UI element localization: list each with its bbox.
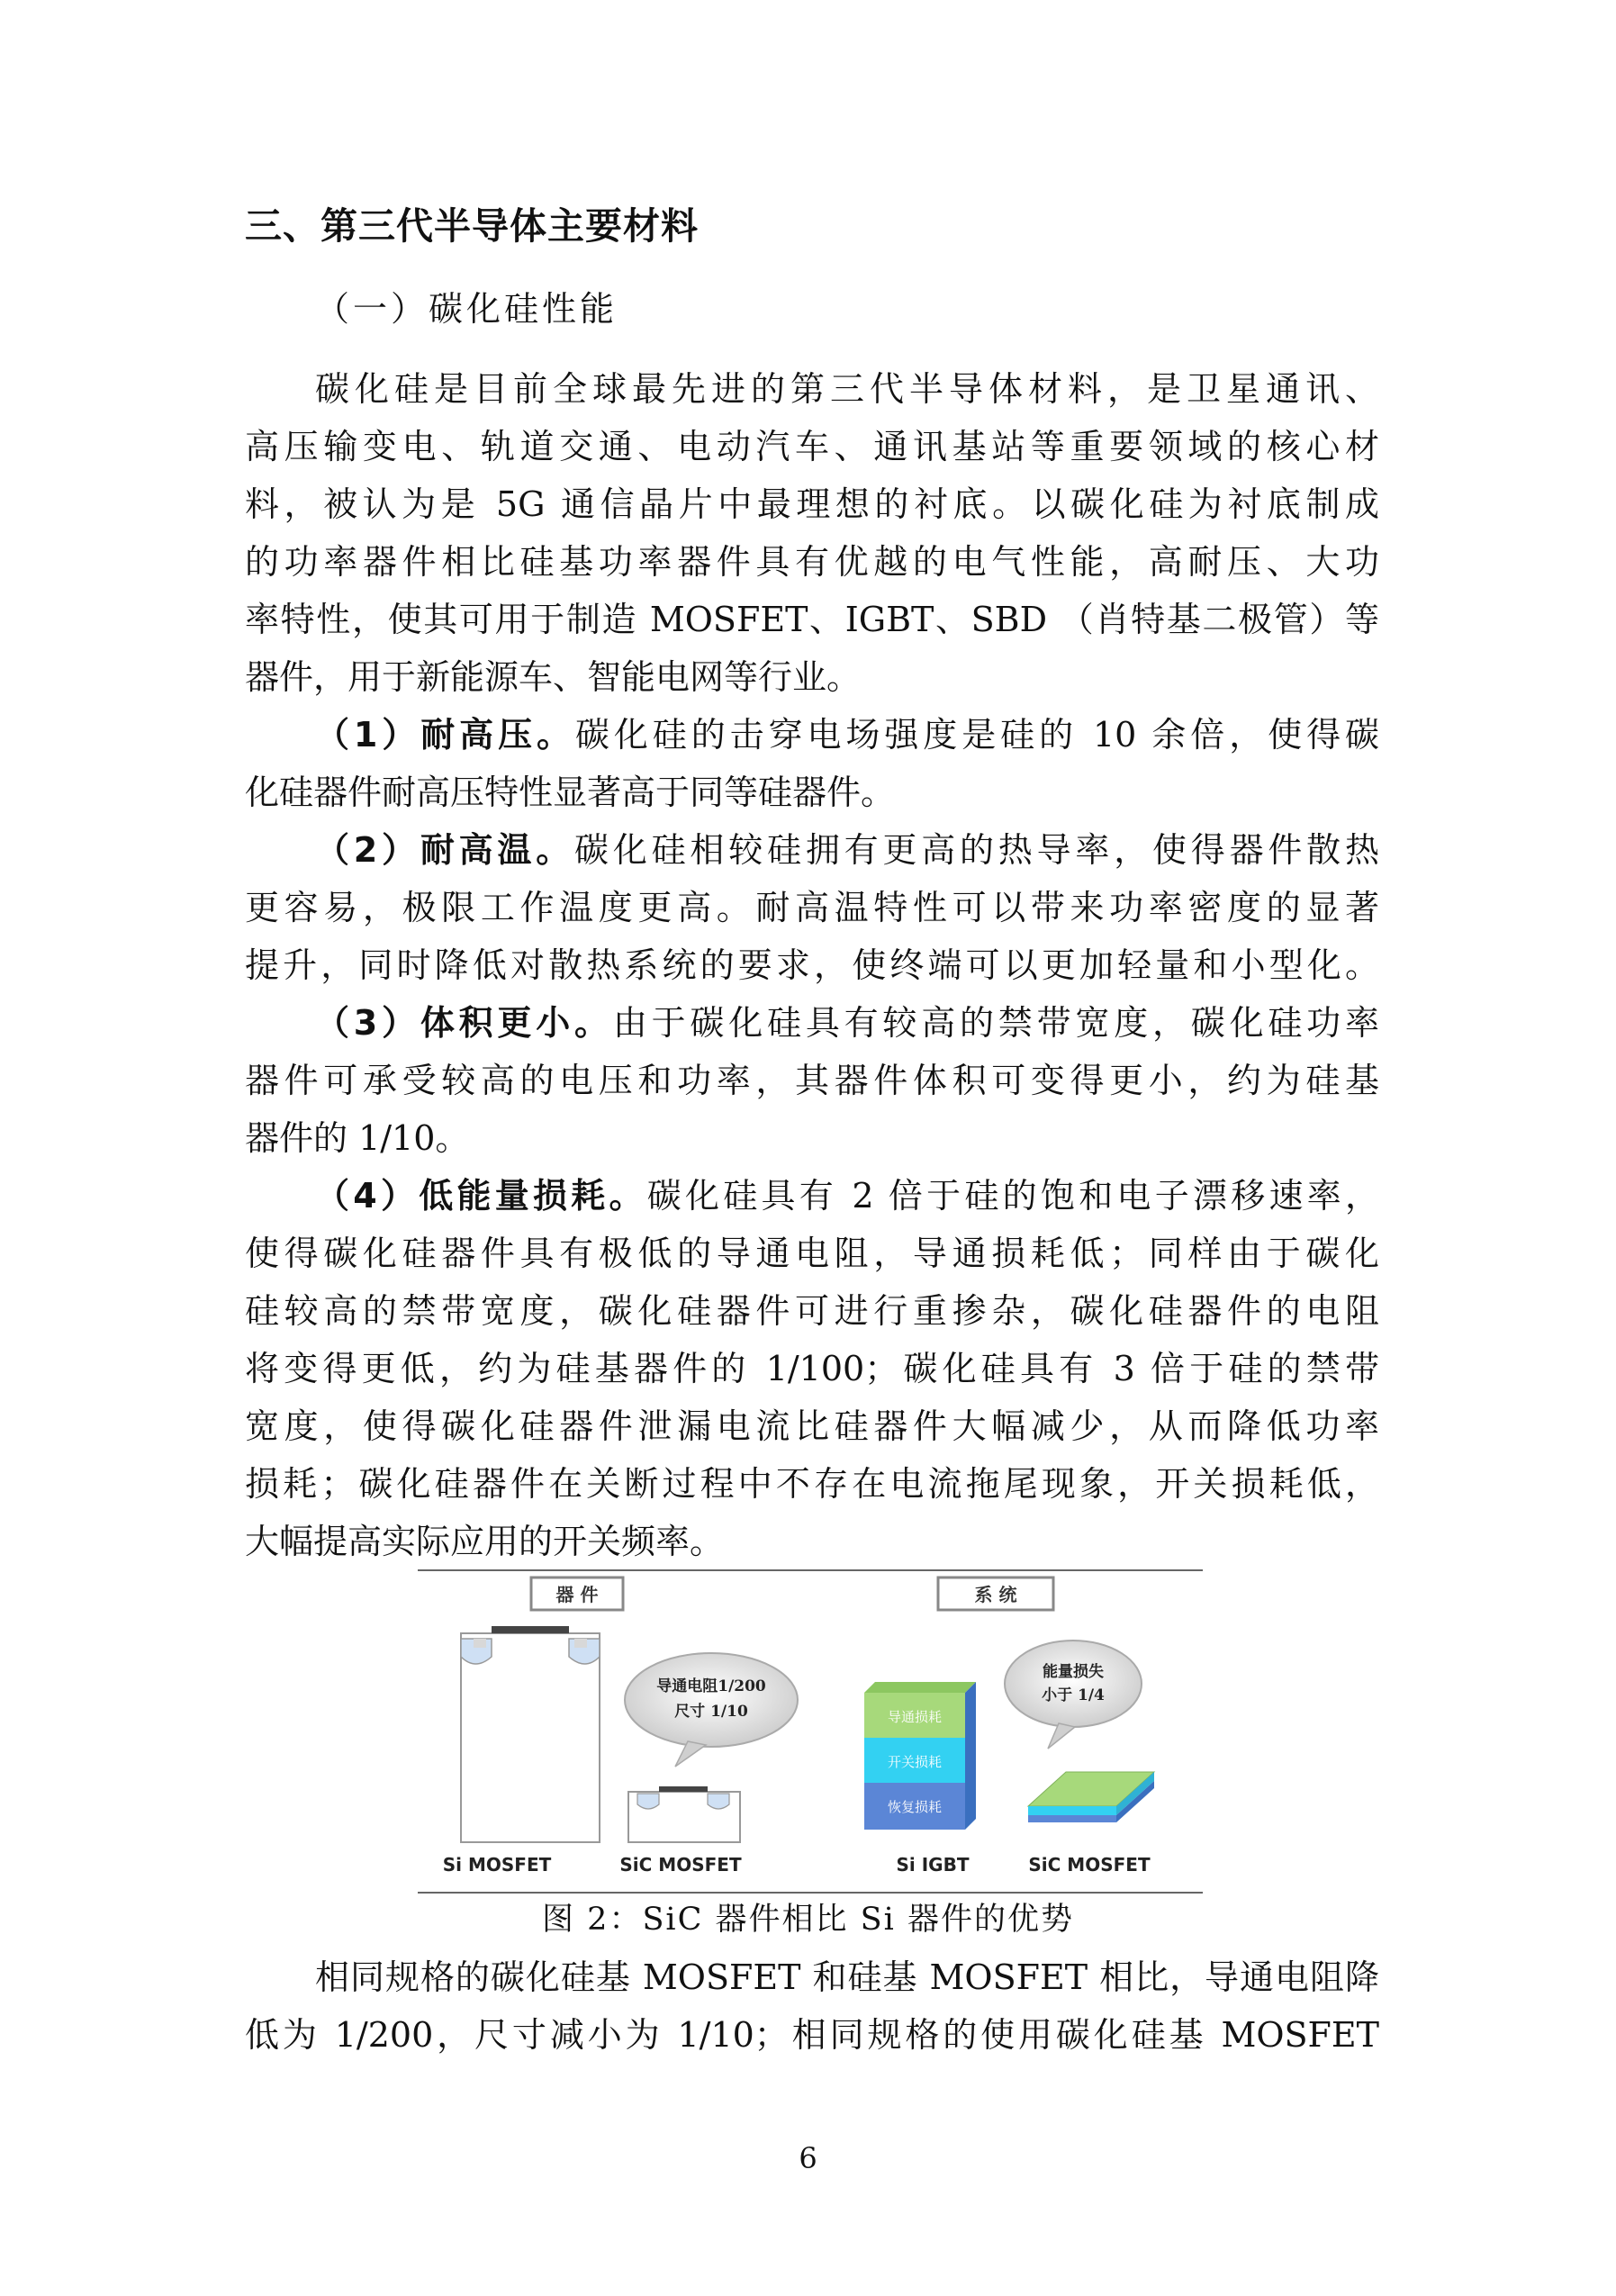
- paragraph-line: 碳化硅是目前全球最先进的第三代半导体材料，是卫星通讯、: [315, 369, 1379, 409]
- point-line: 硅较高的禁带宽度，碳化硅器件可进行重掺杂，碳化硅器件的电阻: [245, 1291, 1379, 1331]
- name-sic-mosfet-device: SiC MOSFET: [619, 1854, 742, 1876]
- point-title: （1）耐高压。: [315, 715, 575, 755]
- bubble-left-line1: 导通电阻1/200: [656, 1677, 766, 1695]
- figure-caption: 图 2：SiC 器件相比 Si 器件的优势: [542, 1902, 1074, 1938]
- point-line: （2）耐高温。碳化硅相较硅拥有更高的热导率，使得器件散热: [315, 830, 1379, 870]
- left-speech-bubble: [625, 1653, 798, 1767]
- si-igbt-loss-stack: [864, 1682, 976, 1830]
- paragraph-line: 相同规格的碳化硅基 MOSFET 和硅基 MOSFET 相比，导通电阻降: [315, 1957, 1379, 1997]
- name-sic-mosfet-system: SiC MOSFET: [1028, 1854, 1151, 1876]
- point-title: （4）低能量损耗。: [315, 1176, 647, 1216]
- paragraph-line: 低为 1/200，尺寸减小为 1/10；相同规格的使用碳化硅基 MOSFET: [245, 2015, 1379, 2055]
- point-line: 器件的 1/10。: [245, 1118, 470, 1158]
- sic-mosfet-device-icon: [628, 1786, 740, 1842]
- sic-vs-si-figure: [418, 1565, 1203, 1894]
- block-recovery-loss: 恢复损耗: [887, 1799, 943, 1815]
- point-line: 提升，同时降低对散热系统的要求，使终端可以更加轻量和小型化。: [245, 945, 1379, 985]
- point-line: （4）低能量损耗。碳化硅具有 2 倍于硅的饱和电子漂移速率，: [315, 1176, 1379, 1216]
- subsection-heading: （一）碳化硅性能: [315, 289, 618, 329]
- point-line: 将变得更低，约为硅基器件的 1/100；碳化硅具有 3 倍于硅的禁带: [245, 1349, 1379, 1388]
- paragraph-line: 高压输变电、轨道交通、电动汽车、通讯基站等重要领域的核心材: [245, 427, 1379, 466]
- point-title: （2）耐高温。: [315, 830, 575, 870]
- point-line: 使得碳化硅器件具有极低的导通电阻，导通损耗低；同样由于碳化: [245, 1234, 1379, 1273]
- sic-mosfet-loss-slab: [1028, 1772, 1154, 1822]
- paragraph-line: 料，被认为是 5G 通信晶片中最理想的衬底。以碳化硅为衬底制成: [245, 484, 1379, 524]
- point-line: 损耗；碳化硅器件在关断过程中不存在电流拖尾现象，开关损耗低，: [245, 1464, 1379, 1504]
- point-line: （3）体积更小。由于碳化硅具有较高的禁带宽度，碳化硅功率: [315, 1003, 1379, 1043]
- bubble-left-line2: 尺寸 1/10: [674, 1703, 748, 1721]
- page-number: 6: [799, 2141, 817, 2175]
- bubble-right-line1: 能量损失: [1043, 1663, 1104, 1681]
- point-line: 更容易，极限工作温度更高。耐高温特性可以带来功率密度的显著: [245, 888, 1379, 927]
- block-conduction-loss: 导通损耗: [887, 1709, 943, 1725]
- section-heading: 三、第三代半导体主要材料: [245, 204, 699, 248]
- name-si-mosfet: Si MOSFET: [442, 1854, 552, 1876]
- point-line: （1）耐高压。碳化硅的击穿电场强度是硅的 10 余倍，使得碳: [315, 715, 1379, 755]
- point-line: 大幅提高实际应用的开关频率。: [245, 1522, 725, 1561]
- point-line: 器件可承受较高的电压和功率，其器件体积可变得更小，约为硅基: [245, 1061, 1379, 1100]
- si-mosfet-device-icon: [461, 1626, 600, 1842]
- bubble-right-line2: 小于 1/4: [1042, 1686, 1105, 1704]
- right-speech-bubble: [1005, 1641, 1142, 1749]
- paragraph-line: 率特性，使其可用于制造 MOSFET、IGBT、SBD （肖特基二极管）等: [245, 600, 1379, 639]
- system-label: 系 统: [974, 1584, 1017, 1605]
- block-switching-loss: 开关损耗: [887, 1754, 943, 1770]
- point-title: （3）体积更小。: [315, 1003, 613, 1043]
- paragraph-line: 的功率器件相比硅基功率器件具有优越的电气性能，高耐压、大功: [245, 542, 1379, 582]
- name-si-igbt: Si IGBT: [896, 1854, 970, 1876]
- paragraph-line: 器件，用于新能源车、智能电网等行业。: [245, 657, 862, 697]
- device-label: 器 件: [555, 1584, 599, 1605]
- point-line: 化硅器件耐高压特性显著高于同等硅器件。: [245, 773, 896, 812]
- point-line: 宽度，使得碳化硅器件泄漏电流比硅器件大幅减少，从而降低功率: [245, 1406, 1379, 1446]
